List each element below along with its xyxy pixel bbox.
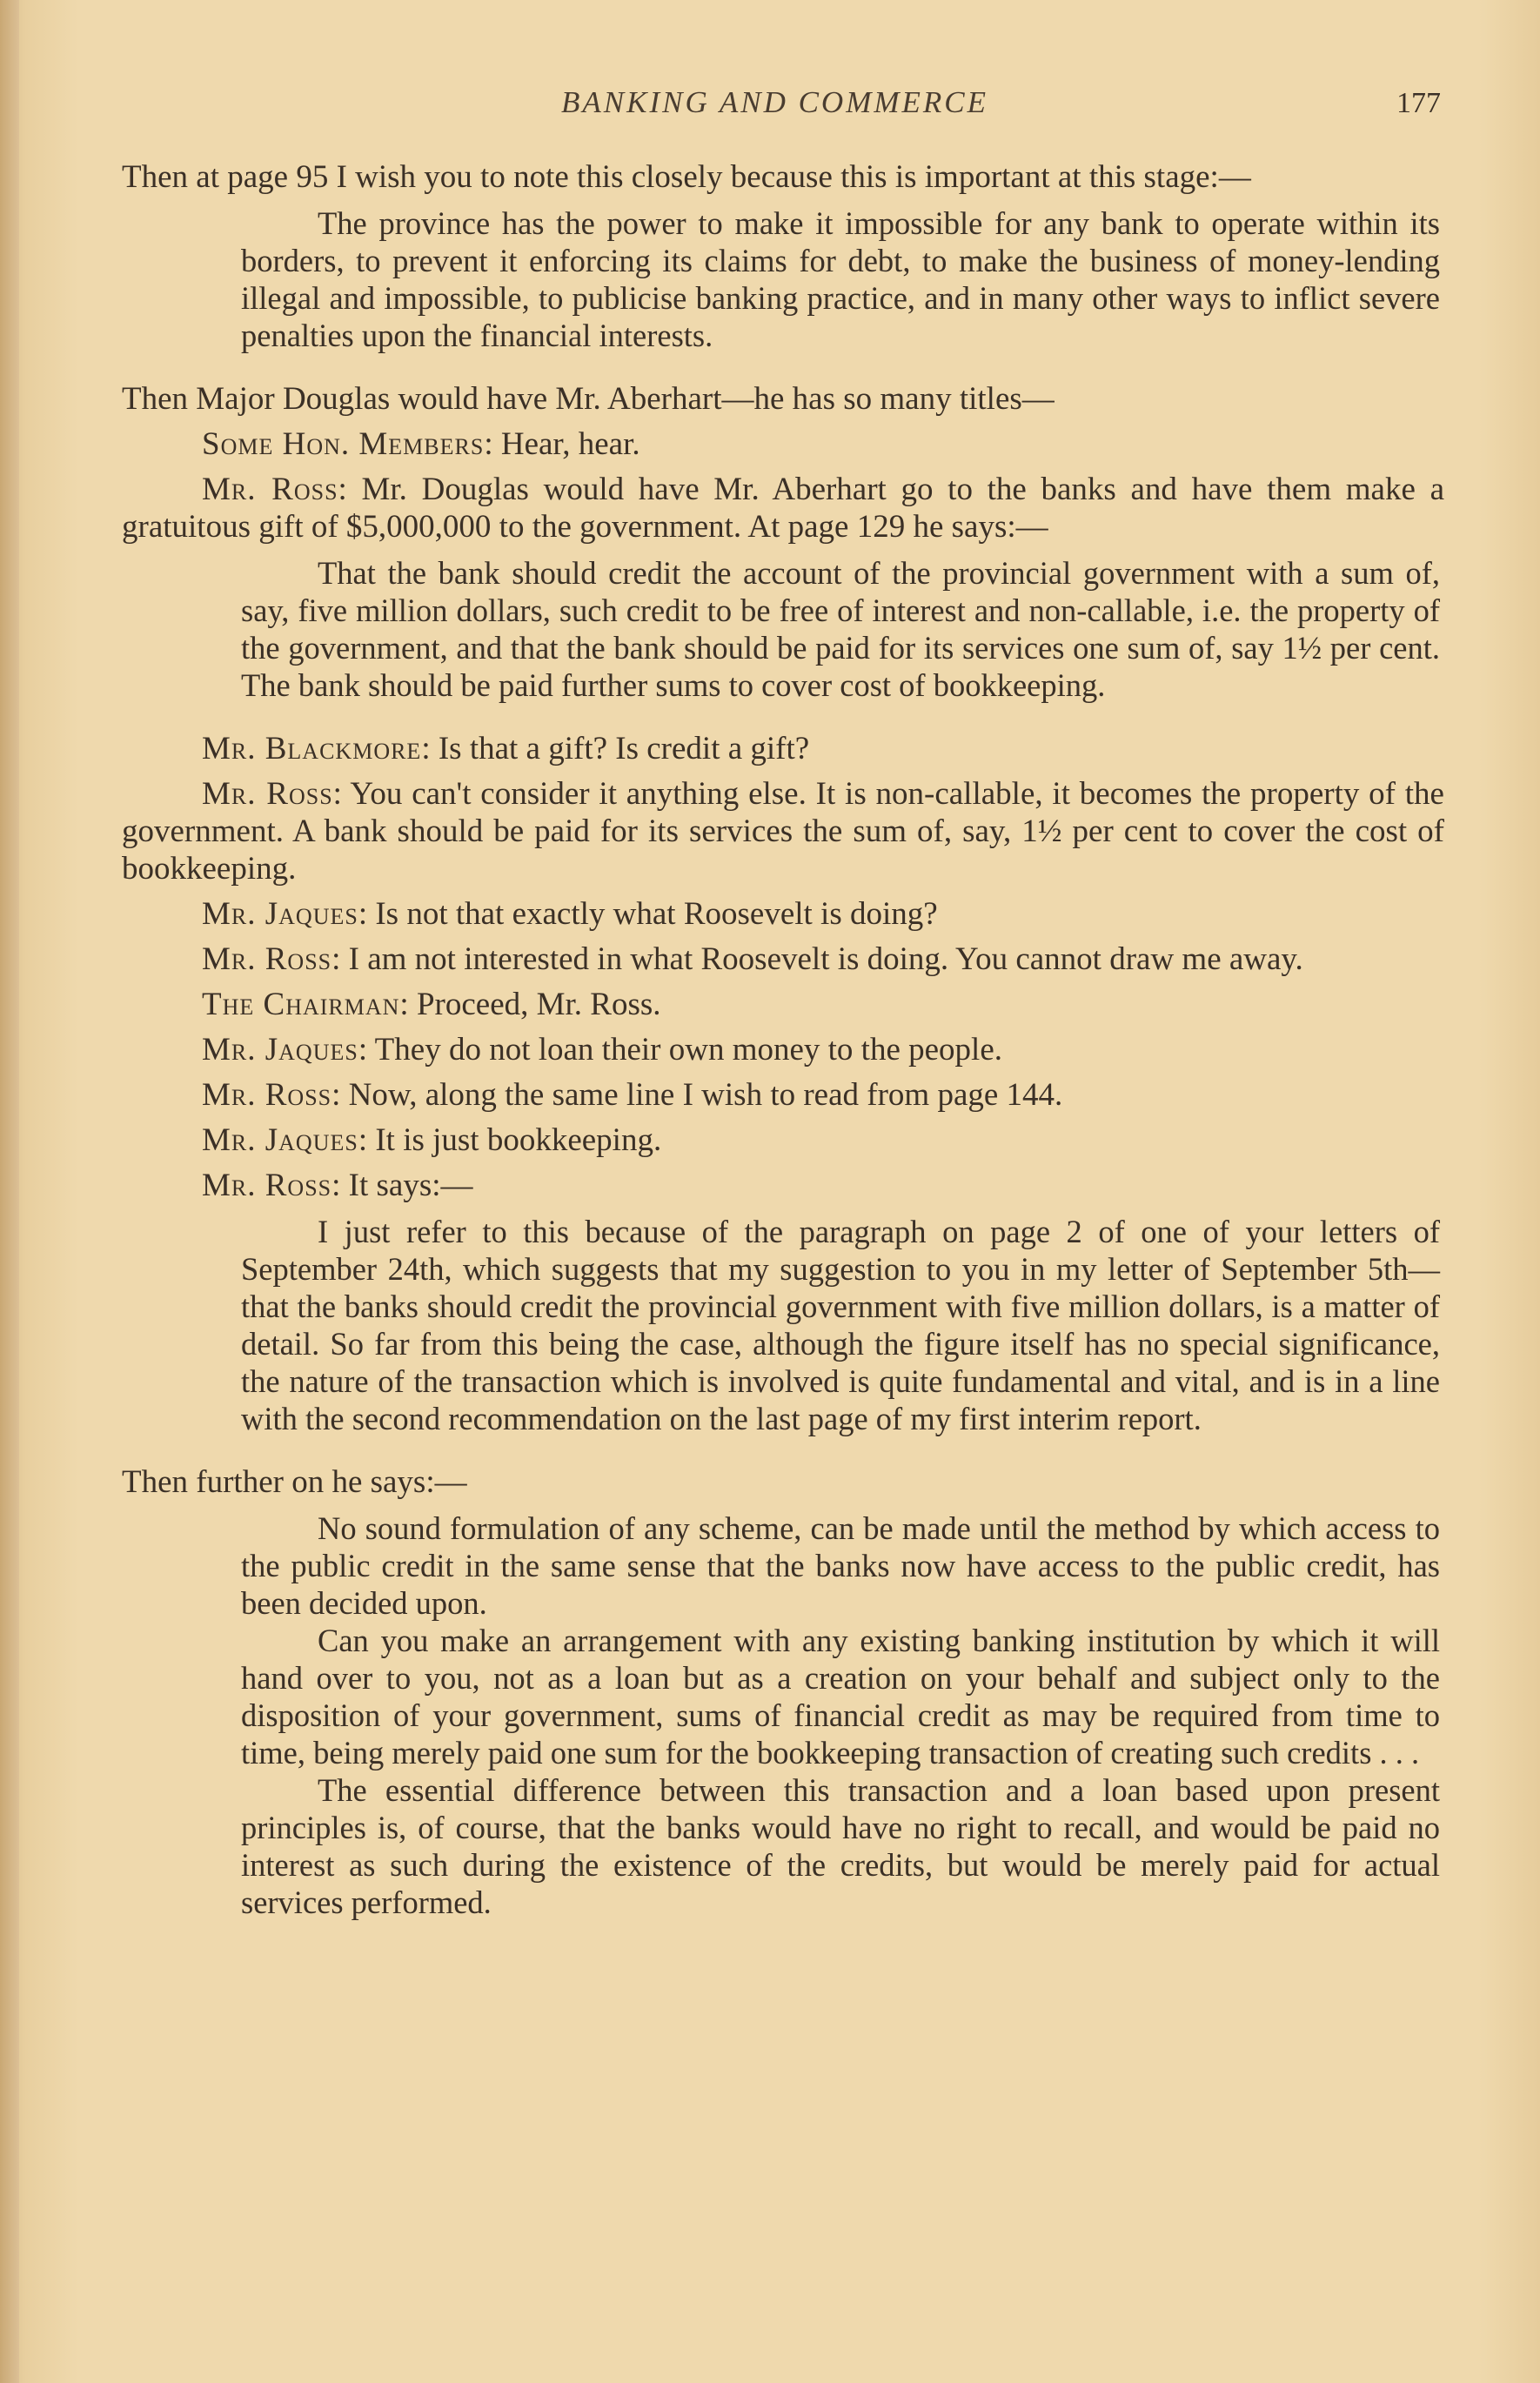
speech-line: [122, 425, 1444, 463]
speaker-name: Mr. Jaques: [202, 1122, 358, 1158]
block-quote: [122, 204, 1444, 354]
speech-text: : Is that a gift? Is credit a gift?: [421, 731, 810, 766]
quote-paragraph: The essential difference between this transaction and a loan based upon present principles is, of course, that the banks would have no right to recall, and would be paid no interest as such during the existence of the credits, but would be merely paid for actual services performed.: [241, 1772, 1440, 1920]
speech-line: [122, 1076, 1444, 1114]
speech-line: [122, 986, 1444, 1023]
quote-paragraph: Can you make an arrangement with any existing banking institution by which it will hand over to you, not as a loan but as a creation on your behalf and subject only to the disposition of your government, sums of financial credit as may be required from time to time, being merely paid one sum for the bookkeeping transaction of creating such credits . . .: [241, 1623, 1440, 1771]
speech-line: [122, 471, 1444, 546]
speaker-name: Mr. Ross: [202, 1077, 332, 1113]
speech-line: [122, 775, 1444, 887]
paragraph: Then further on he says:—: [122, 1464, 467, 1500]
speech-text: : Is not that exactly what Roosevelt is doing?: [358, 896, 938, 932]
block-quote: [122, 1213, 1444, 1437]
speaker-name: Mr. Blackmore: [202, 731, 422, 766]
speaker-name: Mr. Ross: [202, 776, 333, 812]
speech-line: [122, 1121, 1444, 1159]
paragraph: Then Major Douglas would have Mr. Aberhart—he has so many titles—: [122, 381, 1055, 417]
speech-text: : It is just bookkeeping.: [358, 1122, 662, 1158]
speech-line: [122, 1167, 1444, 1204]
speech-text: : Mr. Douglas would have Mr. Aberhart go to the banks and have them make a gratuitous gift of $5,000,000 to the government. At page 129 he says:—: [122, 472, 1444, 545]
speech-text: : It says:—: [331, 1168, 473, 1203]
speaker-name: Mr. Ross: [202, 941, 332, 977]
speaker-name: The Chairman: [202, 987, 400, 1022]
speech-text: : They do not loan their own money to the people.: [358, 1032, 1003, 1068]
page-body: [122, 158, 1444, 1947]
block-quote: [122, 554, 1444, 704]
speaker-name: Mr. Jaques: [202, 896, 358, 932]
speaker-name: Mr. Ross: [202, 472, 338, 507]
page-spine-edge: [0, 0, 19, 2383]
speech-text: : I am not interested in what Roosevelt is doing. You cannot draw me away.: [331, 941, 1303, 977]
page-header: [0, 85, 1540, 137]
speech-text: : You can't consider it anything else. It is non-callable, it becomes the property of the government. A bank should be paid for its services the sum of, say, 1½ per cent to cover the cost of bookkeeping.: [122, 776, 1444, 887]
page-number: 177: [1396, 87, 1441, 119]
block-quote: [122, 1509, 1444, 1921]
quote-paragraph: I just refer to this because of the paragraph on page 2 of one of your letters of September 24th, which suggests that my suggestion to you in my letter of September 5th—that the banks should credit the provincial government with five million dollars, is a matter of detail. So far from this being the case, although the figure itself has no special significance, the nature of the transaction which is involved is quite fundamental and vital, and is in a line with the second recommendation on the last page of my first interim report.: [241, 1214, 1440, 1436]
quote-paragraph: That the bank should credit the account of the provincial government with a sum of, say, five million dollars, such credit to be free of interest and non-callable, i.e. the property of the government, and that the bank should be paid for its services one sum of, say 1½ per cent. The bank should be paid further sums to cover cost of bookkeeping.: [241, 555, 1440, 703]
speech-line: [122, 730, 1444, 767]
speech-line: [122, 940, 1444, 978]
speaker-name: Some Hon. Members: [202, 426, 485, 462]
speech-line: [122, 895, 1444, 933]
speech-text: : Proceed, Mr. Ross.: [399, 987, 661, 1022]
speech-text: : Now, along the same line I wish to read from page 144.: [331, 1077, 1063, 1113]
quote-paragraph: The province has the power to make it impossible for any bank to operate within its borders, to prevent it enforcing its claims for debt, to make the business of money-lending illegal and impossible, to publicise banking practice, and in many other ways to inflict severe penalties upon the financial interests.: [241, 205, 1440, 353]
speaker-name: Mr. Jaques: [202, 1032, 358, 1068]
paragraph: Then at page 95 I wish you to note this closely because this is important at this stage:—: [122, 159, 1251, 195]
speaker-name: Mr. Ross: [202, 1168, 332, 1203]
running-head: BANKING AND COMMERCE: [561, 85, 989, 119]
quote-paragraph: No sound formulation of any scheme, can be made until the method by which access to the public credit in the same sense that the banks now have access to the public credit, has been decided upon.: [241, 1510, 1440, 1621]
speech-text: : Hear, hear.: [484, 426, 640, 462]
speech-line: [122, 1031, 1444, 1068]
